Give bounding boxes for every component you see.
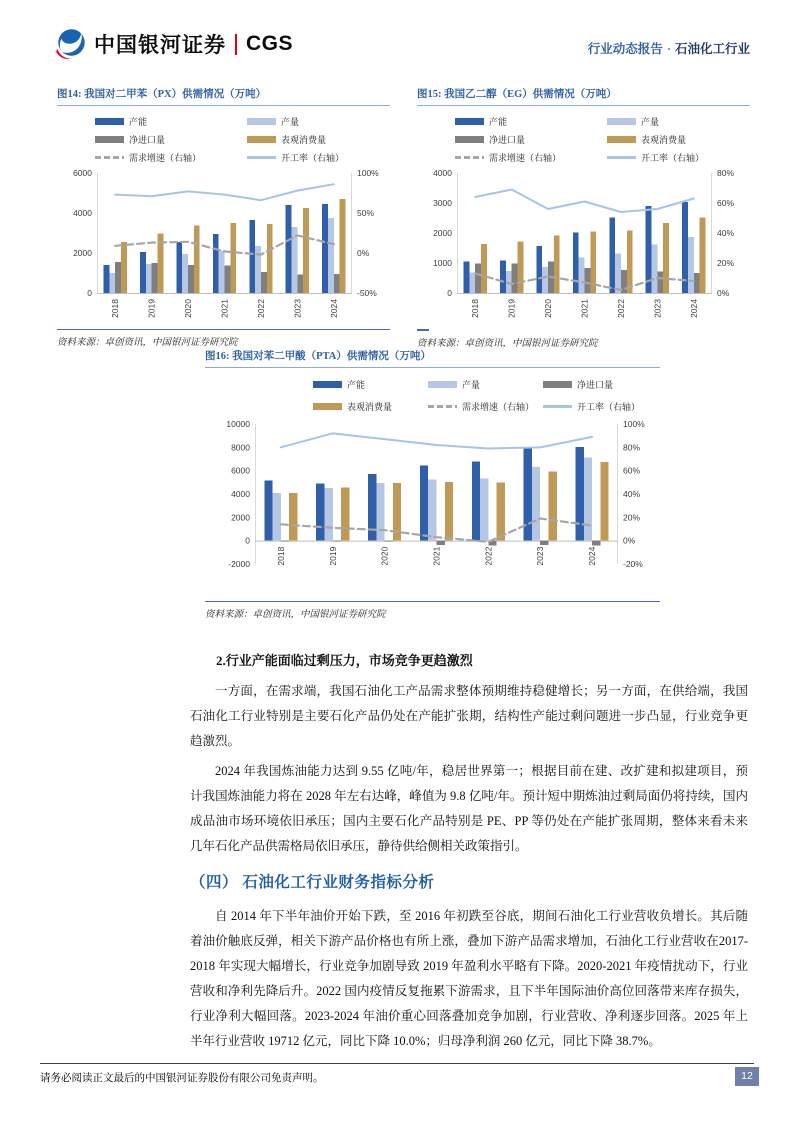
footer-divider [40,1063,754,1064]
legend-label: 产量 [281,117,300,127]
legend-item [607,133,748,146]
svg-text:2022: 2022 [255,299,266,318]
source-note: 资料来源：卓创资讯，中国银河证券研究院 [57,329,390,348]
svg-text:40%: 40% [717,228,735,238]
legend-swatch-dashed-line-icon [428,405,457,408]
svg-text:0: 0 [87,288,92,298]
legend-item [247,115,388,128]
svg-text:2023: 2023 [292,299,303,318]
svg-text:60%: 60% [717,198,735,208]
legend-item [543,378,660,391]
legend-swatch-bar-icon [313,403,342,410]
legend-swatch-bar-icon [607,136,636,143]
svg-text:-2000: -2000 [228,559,250,569]
legend-item [455,115,607,128]
separator-dot: · [666,42,671,56]
svg-text:4000: 4000 [433,168,452,178]
svg-text:2022: 2022 [615,299,626,318]
legend-swatch-bar-icon [247,118,276,125]
legend-swatch-dashed-line-icon [95,156,124,159]
svg-text:2019: 2019 [506,299,517,318]
legend-item [313,378,428,391]
legend-label: 产量 [462,380,481,390]
figure-15-eg-supply-demand [417,88,750,349]
chart-legend [455,115,750,164]
figure-title: 图14: 我国对二甲苯（PX）供需情况（万吨） [57,88,390,106]
svg-text:4000: 4000 [73,208,92,218]
svg-text:60%: 60% [623,465,641,476]
subsection-heading: 2.行业产能面临过剩压力，市场竞争更趋激烈 [216,653,473,668]
legend-label: 需求增速（右轴） [462,402,535,412]
svg-text:-20%: -20% [623,559,643,569]
legend-swatch-bar-icon [607,118,636,125]
svg-text:20%: 20% [717,258,735,268]
svg-text:6000: 6000 [73,168,92,178]
page-header [55,28,750,64]
legend-label: 开工率（右轴） [577,402,641,412]
svg-text:80%: 80% [623,442,641,453]
report-breadcrumb [588,39,750,57]
legend-item [543,400,660,413]
svg-text:3000: 3000 [433,198,452,208]
svg-text:-50%: -50% [357,288,377,298]
legend-swatch-bar-icon [95,118,124,125]
legend-swatch-line-icon [607,156,636,159]
legend-swatch-bar-icon [313,381,342,388]
svg-text:100%: 100% [357,168,379,178]
svg-text:2019: 2019 [327,546,338,566]
paragraph-refining-capacity: 2024 年我国炼油能力达到 9.55 亿吨/年，稳居世界第一；根据目前在建、改扩建和拟建项目，预计我国炼油能力将在 2028 年左右达峰，峰值为 9.8 亿吨/年。预计短中期炼油过剩局面仍将持续，国内成品油市场环境依旧承压；国内主要石化产品特别是 PE、PP 等仍处在产能扩张周期，整体来看未来几年石化产品供需格局依旧承压，静待供给侧相关政策指引。 [190,764,748,853]
legend-item [607,151,748,164]
legend-item [247,151,388,164]
legend-swatch-bar-icon [95,136,124,143]
svg-text:100%: 100% [623,419,645,429]
legend-label: 开工率（右轴） [281,153,345,163]
svg-text:2018: 2018 [275,546,286,566]
svg-text:20%: 20% [623,512,641,523]
svg-text:2024: 2024 [587,546,598,566]
legend-label: 产能 [489,117,508,127]
legend-label: 产能 [129,117,148,127]
legend-label: 产能 [347,380,366,390]
figure-title: 图15: 我国乙二醇（EG）供需情况（万吨） [417,88,750,106]
svg-text:2021: 2021 [579,299,590,318]
legend-swatch-dashed-line-icon [455,156,484,159]
brand-divider [235,34,237,55]
legend-item [607,115,748,128]
legend-label: 产量 [641,117,660,127]
px-supply-demand-chart [57,167,390,327]
legend-swatch-line-icon [247,156,276,159]
svg-text:6000: 6000 [231,465,250,476]
svg-text:0%: 0% [717,288,730,298]
legend-item [313,400,428,413]
legend-label: 开工率（右轴） [641,153,705,163]
body-content [190,652,748,1059]
figure-16-pta-supply-demand [205,350,660,620]
svg-text:2022: 2022 [483,546,494,566]
chart-legend [313,378,660,413]
page-number-badge: 12 [735,1067,759,1086]
section-heading-financial-analysis: （四） 石油化工行业财务指标分析 [190,874,435,891]
svg-text:0%: 0% [623,535,636,546]
brand [55,28,293,60]
svg-text:2021: 2021 [219,299,230,318]
legend-swatch-bar-icon [455,118,484,125]
legend-item [95,115,247,128]
source-note: 资料来源：卓创资讯，中国银河证券研究院 [417,329,750,349]
svg-text:2000: 2000 [73,248,92,258]
svg-text:50%: 50% [357,208,375,218]
chart-legend [95,115,390,164]
legend-item [455,133,607,146]
svg-text:0: 0 [447,288,452,298]
pta-supply-demand-chart [205,419,660,599]
svg-text:4000: 4000 [231,489,250,499]
svg-text:2020: 2020 [183,299,194,318]
legend-label: 净进口量 [489,135,526,145]
svg-text:2020: 2020 [379,546,390,566]
legend-swatch-bar-icon [428,381,457,388]
legend-item [95,133,247,146]
brand-name-en: CGS [246,32,294,55]
legend-swatch-bar-icon [247,136,276,143]
svg-text:2000: 2000 [231,512,250,523]
figure-14-px-supply-demand [57,88,390,348]
legend-item [95,151,247,164]
footer-disclaimer: 请务必阅读正文最后的中国银河证券股份有限公司免责声明。 [40,1072,324,1084]
eg-supply-demand-chart [417,167,750,327]
brand-name-cn: 中国银河证券 [94,34,226,57]
legend-label: 表观消费量 [281,135,327,145]
legend-label: 需求增速（右轴） [129,153,202,163]
svg-text:2000: 2000 [433,228,452,238]
svg-text:40%: 40% [623,489,641,499]
legend-item [428,400,543,413]
paragraph-supply-demand: 一方面，在需求端，我国石油化工产品需求整体预期维持稳健增长；另一方面，在供给端，我国石油化工行业特别是主要石化产品仍处在产能扩张期，结构性产能过剩问题进一步凸显，行业竞争更趋激烈。 [190,684,748,748]
paragraph-financial-history: 自 2014 年下半年油价开始下跌，至 2016 年初跌至谷底，期间石油化工行业营收负增长。其后随着油价触底反弹，相关下游产品价格也有所上涨，叠加下游产品需求增加，石油化工行业营收在2017-2018 年实现大幅增长，行业竞争加剧导致 2019 年盈利水平略有下降。2020-2021 年疫情扰动下，行业营收和净利先降后升。2022 国内疫情反复拖累下游需求，且下半年国际油价高位回落带来库存损失，行业净利大幅回落。2023-2024 年油价重心回落叠加竞争加剧，行业营收、净利逐步回落。2025 年上半年行业营收 19712 亿元，同比下降 10.0%；归母净利润 260 亿元，同比下降 38.7%。 [190,909,748,1048]
svg-text:10000: 10000 [226,419,250,429]
industry-label: 石油化工行业 [674,42,750,56]
svg-text:2024: 2024 [328,299,339,318]
legend-label: 表观消费量 [347,402,393,412]
svg-text:2021: 2021 [431,546,442,566]
legend-label: 净进口量 [129,135,166,145]
svg-text:2018: 2018 [110,299,121,318]
source-note: 资料来源：卓创资讯，中国银河证券研究院 [205,601,660,620]
svg-text:2019: 2019 [146,299,157,318]
legend-label: 表观消费量 [641,135,687,145]
svg-text:2023: 2023 [652,299,663,318]
legend-label: 净进口量 [577,380,614,390]
svg-text:8000: 8000 [231,442,250,453]
legend-item [428,378,543,391]
legend-swatch-line-icon [543,405,572,408]
svg-text:2018: 2018 [470,299,481,318]
svg-text:2023: 2023 [535,546,546,566]
figure-title: 图16: 我国对苯二甲酸（PTA）供需情况（万吨） [205,350,660,368]
galaxy-logo-icon [55,28,87,60]
svg-text:0%: 0% [357,248,370,258]
svg-text:80%: 80% [717,168,735,178]
legend-item [247,133,388,146]
svg-text:2020: 2020 [543,299,554,318]
legend-swatch-bar-icon [543,381,572,388]
legend-label: 需求增速（右轴） [489,153,562,163]
svg-text:2024: 2024 [688,299,699,318]
legend-item [455,151,607,164]
svg-text:0: 0 [245,535,250,546]
svg-text:1000: 1000 [433,258,452,268]
report-type-label: 行业动态报告 [587,42,663,56]
legend-swatch-bar-icon [455,136,484,143]
